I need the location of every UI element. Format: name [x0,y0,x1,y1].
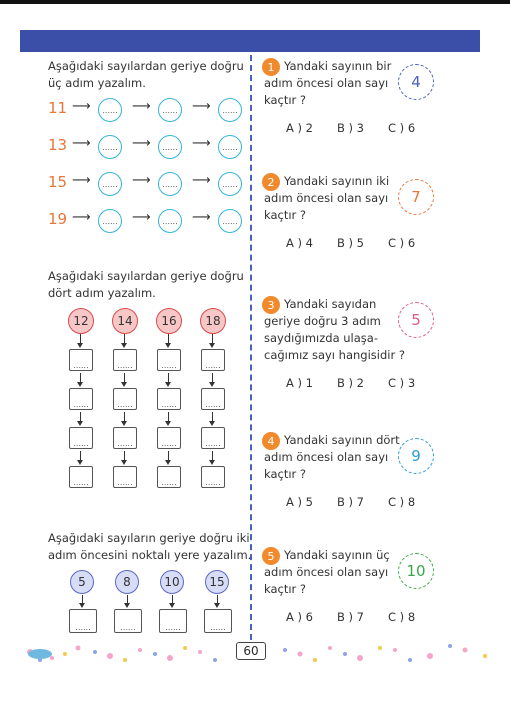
question-text-line: kaçtır ? [264,208,307,222]
arrow-head-icon [209,382,215,387]
answer-box[interactable]: ...... [69,349,93,371]
answer-box[interactable]: ...... [157,349,181,371]
answer-options [286,121,439,135]
start-number-circle: 8 [115,570,139,594]
answer-box[interactable]: ...... [157,427,181,449]
question-text-line: Yandaki sayının iki [284,174,390,188]
start-number-circle: 14 [112,308,138,334]
section2-line1: Aşağıdaki sayılardan geriye doğru [48,269,244,283]
question-text-line: kaçtır ? [264,93,307,107]
answer-box[interactable]: ...... [114,609,142,633]
arrow-head-icon [165,382,171,387]
section1-line1: Aşağıdaki sayılardan geriye doğru [48,59,244,73]
arrow-icon: ⟶ [192,99,211,114]
answer-options [286,610,439,624]
header-banner [20,30,480,52]
question-text-line: adım öncesi olan sayı [264,191,389,205]
section2-instruction [48,268,244,302]
question-text-line: Yandaki sayının üç [284,548,390,562]
section2-line2: dört adım yazalım. [48,286,156,300]
arrow-icon: ⟶ [132,210,151,225]
question-text-line: adım öncesi olan sayı [264,565,389,579]
arrow-icon: ⟶ [132,173,151,188]
question-text-line: Yandaki sayının bir [284,59,392,73]
start-number-circle: 5 [70,570,94,594]
arrow-icon: ⟶ [132,99,151,114]
option-a[interactable]: A ) 5 [286,495,313,509]
answer-box[interactable]: ...... [69,466,93,488]
answer-box[interactable]: ...... [201,388,225,410]
question-number-badge: 3 [262,296,280,314]
arrow-head-icon [121,460,127,465]
row-start-number: 13 [48,136,68,154]
arrow-head-icon [121,382,127,387]
arrow-head-icon [165,421,171,426]
option-c[interactable]: C ) 6 [388,121,416,135]
start-number-circle: 10 [160,570,184,594]
arrow-head-icon [209,460,215,465]
arrow-head-icon [77,382,83,387]
option-b[interactable]: B ) 3 [336,121,364,135]
question-text-line: kaçtır ? [264,467,307,481]
start-number-circle: 15 [205,570,229,594]
answer-box[interactable]: ...... [69,427,93,449]
section1-instruction [48,58,244,92]
answer-blank[interactable]: ...... [158,172,182,196]
arrow-head-icon [79,603,85,608]
start-number-circle: 12 [68,308,94,334]
answer-blank[interactable]: ...... [158,98,182,122]
option-b[interactable]: B ) 5 [336,236,364,250]
answer-blank[interactable]: ...... [218,172,242,196]
value-circle: 5 [398,302,434,338]
arrow-head-icon [77,343,83,348]
answer-box[interactable]: ...... [113,466,137,488]
value-circle: 7 [398,179,434,215]
start-number-circle: 18 [200,308,226,334]
option-a[interactable]: A ) 6 [286,610,313,624]
row-start-number: 15 [48,173,68,191]
value-circle: 4 [398,64,434,100]
option-b[interactable]: B ) 2 [336,376,364,390]
answer-blank[interactable]: ...... [98,209,122,233]
answer-blank[interactable]: ...... [98,172,122,196]
answer-box[interactable]: ...... [201,349,225,371]
arrow-head-icon [77,421,83,426]
section3-instruction [48,530,251,564]
question-number-badge: 1 [262,58,280,76]
answer-blank[interactable]: ...... [158,135,182,159]
answer-box[interactable]: ...... [69,388,93,410]
option-b[interactable]: B ) 7 [336,495,364,509]
arrow-head-icon [209,421,215,426]
option-b[interactable]: B ) 7 [336,610,364,624]
answer-box[interactable]: ...... [157,388,181,410]
answer-box[interactable]: ...... [157,466,181,488]
answer-box[interactable]: ...... [201,427,225,449]
start-number-circle: 16 [156,308,182,334]
question-text-line: Yandaki sayıdan [284,297,377,311]
arrow-icon: ⟶ [72,99,91,114]
answer-blank[interactable]: ...... [158,209,182,233]
arrow-head-icon [165,343,171,348]
row-start-number: 11 [48,99,68,117]
row-start-number: 19 [48,210,68,228]
arrow-head-icon [209,343,215,348]
answer-options [286,376,439,390]
option-a[interactable]: A ) 4 [286,236,313,250]
answer-box[interactable]: ...... [69,609,97,633]
arrow-head-icon [121,343,127,348]
option-a[interactable]: A ) 1 [286,376,313,390]
arrow-icon: ⟶ [72,136,91,151]
arrow-icon: ⟶ [72,173,91,188]
question-text-line: saydığımızda ulaşa- [264,331,378,345]
answer-blank[interactable]: ...... [98,98,122,122]
question-number-badge: 2 [262,173,280,191]
question-text-line: adım öncesi olan sayı [264,450,389,464]
arrow-icon: ⟶ [192,210,211,225]
answer-box[interactable]: ...... [113,349,137,371]
arrow-icon: ⟶ [132,136,151,151]
section3-line2: adım öncesini noktalı yere yazalım. [48,548,252,562]
arrow-head-icon [165,460,171,465]
option-a[interactable]: A ) 2 [286,121,313,135]
arrow-icon: ⟶ [192,173,211,188]
page-number: 60 [236,642,266,660]
arrow-icon: ⟶ [192,136,211,151]
question-text-line: geriye doğru 3 adım [264,314,381,328]
answer-box[interactable]: ...... [113,427,137,449]
answer-box[interactable]: ...... [204,609,232,633]
answer-blank[interactable]: ...... [218,135,242,159]
arrow-head-icon [124,603,130,608]
section1-line2: üç adım yazalım. [48,76,146,90]
arrow-icon: ⟶ [72,210,91,225]
answer-blank[interactable]: ...... [218,98,242,122]
question-text-line: kaçtır ? [264,582,307,596]
question-text-line: cağımız sayı hangisidir ? [264,348,405,362]
answer-options [286,236,439,250]
answer-blank[interactable]: ...... [218,209,242,233]
answer-box[interactable]: ...... [159,609,187,633]
answer-options [286,495,439,509]
answer-box[interactable]: ...... [113,388,137,410]
question-text-line: adım öncesi olan sayı [264,76,389,90]
top-border [0,0,510,4]
question-number-badge: 5 [262,547,280,565]
arrow-head-icon [77,460,83,465]
option-c[interactable]: C ) 6 [388,236,416,250]
answer-blank[interactable]: ...... [98,135,122,159]
option-c[interactable]: C ) 8 [388,610,416,624]
option-c[interactable]: C ) 8 [388,495,416,509]
value-circle: 9 [398,438,434,474]
value-circle: 10 [398,553,434,589]
arrow-head-icon [121,421,127,426]
option-c[interactable]: C ) 3 [388,376,416,390]
section3-line1: Aşağıdaki sayıların geriye doğru iki [48,531,250,545]
arrow-head-icon [214,603,220,608]
answer-box[interactable]: ...... [201,466,225,488]
arrow-head-icon [169,603,175,608]
question-number-badge: 4 [262,432,280,450]
question-text-line: Yandaki sayının dört [284,433,400,447]
